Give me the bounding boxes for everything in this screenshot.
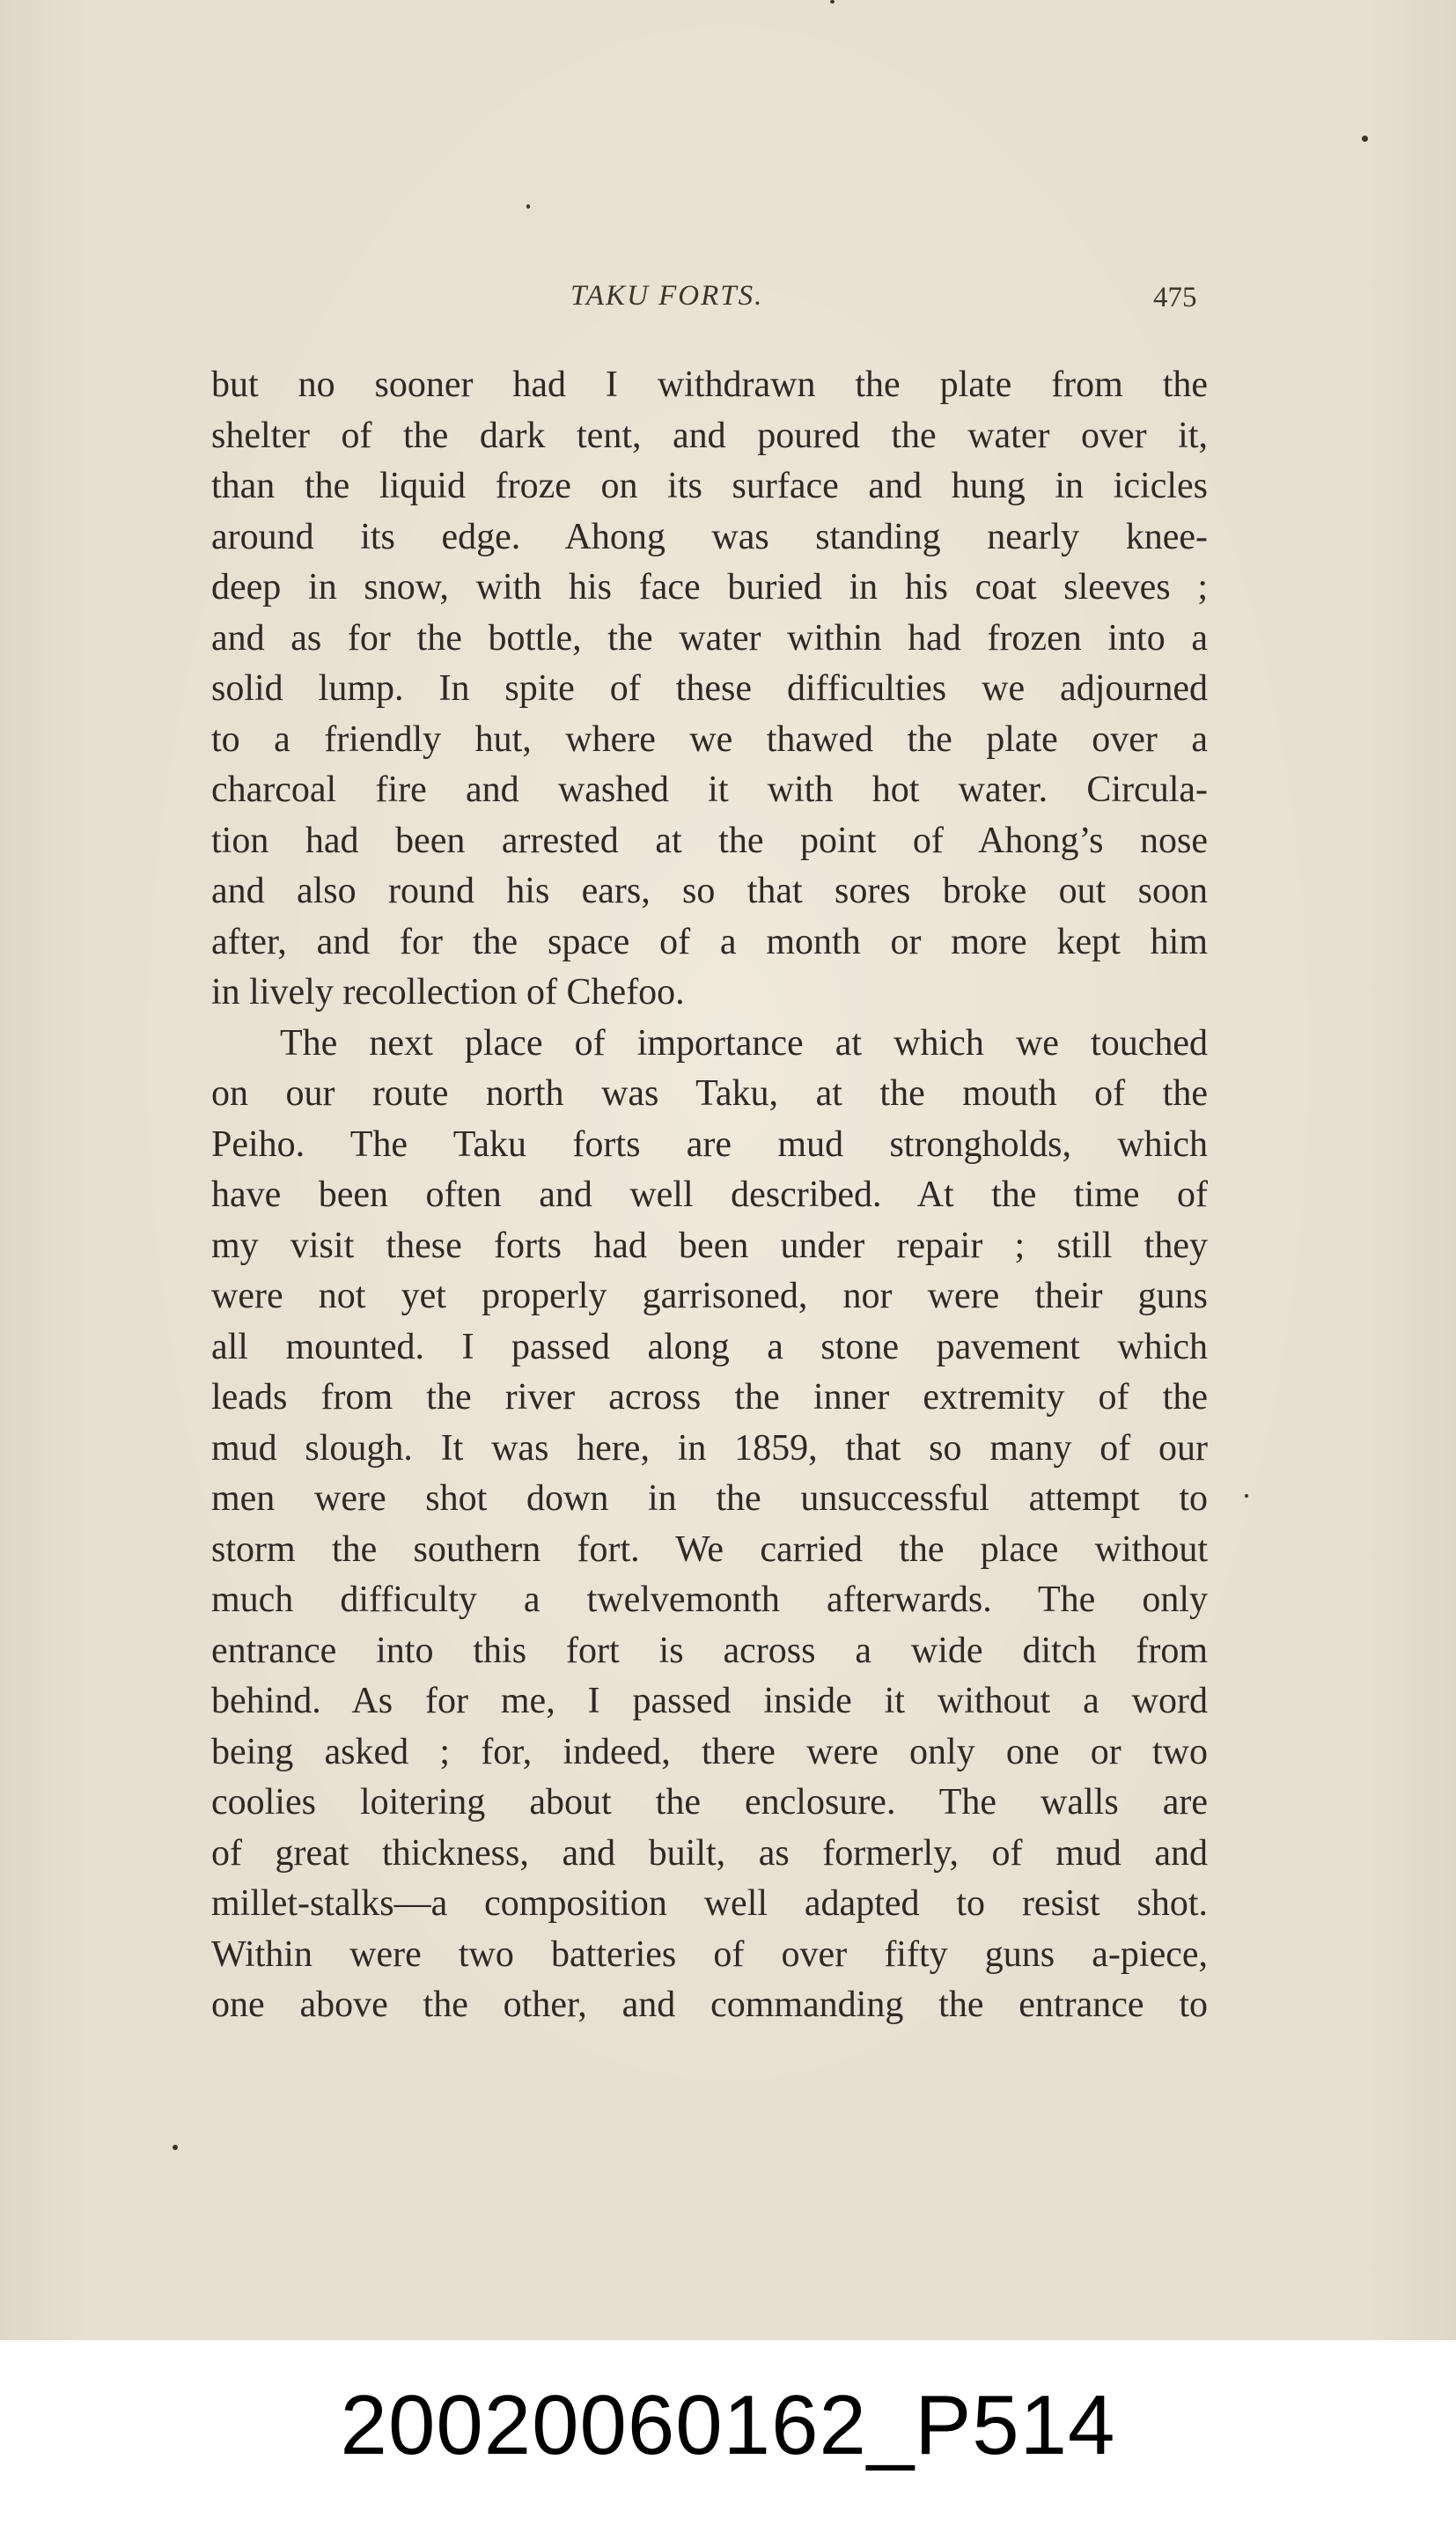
text-line: of great thickness, and built, as formerly, of mud and [211,1832,1208,1874]
page-number: 475 [1153,282,1197,313]
text-line: entrance into this fort is across a wide ditch from [211,1630,1208,1671]
text-line: behind. As for me, I passed inside it without a word [211,1681,1208,1721]
text-line: were not yet properly garrisoned, nor were their guns [211,1276,1208,1316]
paragraph-start-line: The next place of importance at which we touched [280,1022,1208,1064]
text-line: being asked ; for, indeed, there were only one or two [211,1731,1208,1772]
text-line: on our route north was Taku, at the mouth of the [211,1073,1208,1114]
paper-speck [1362,136,1368,142]
running-head [0,280,1456,324]
text-line: much difficulty a twelvemonth afterwards. The only [211,1580,1208,1620]
running-title: TAKU FORTS. [570,280,764,312]
text-line: after, and for the space of a month or more kept him [211,921,1208,962]
text-line: than the liquid froze on its surface and hung in icicles [211,466,1208,506]
text-line: mud slough. It was here, in 1859, that so many of our [211,1427,1208,1469]
text-line: storm the southern fort. We carried the place without [211,1528,1208,1570]
text-line: Peiho. The Taku forts are mud strongholds, which [211,1123,1208,1165]
text-line: charcoal fire and washed it with hot water. Circula- [211,770,1208,810]
text-line: all mounted. I passed along a stone pavement which [211,1326,1208,1367]
text-line: around its edge. Ahong was standing nearly knee- [211,516,1208,557]
paper-speck [1245,1494,1248,1498]
paper-speck [830,0,835,4]
text-line: tion had been arrested at the point of Ahong’s nose [211,820,1208,861]
text-line: but no sooner had I withdrawn the plate from the [211,365,1208,405]
text-line: and also round his ears, so that sores broke out soon [211,871,1208,911]
text-line: Within were two batteries of over fifty guns a-piece, [211,1933,1208,1975]
text-line: to a friendly hut, where we thawed the plate over a [211,718,1208,760]
text-line: one above the other, and commanding the entrance to [211,1985,1208,2025]
body-text [211,360,1208,2031]
paper-speck [526,204,530,209]
paper-speck [173,2145,178,2150]
text-line: coolies loitering about the enclosure. The walls are [211,1782,1208,1823]
paragraph-end-line: in lively recollection of Chefoo. [211,972,685,1013]
text-line: and as for the bottle, the water within had frozen into a [211,617,1208,659]
text-line: my visit these forts had been under repair ; still they [211,1225,1208,1266]
text-line: have been often and well described. At the time of [211,1175,1208,1215]
text-line: shelter of the dark tent, and poured the water over it, [211,415,1208,456]
text-line: millet-stalks—a composition well adapted to resist shot. [211,1883,1208,1924]
text-line: deep in snow, with his face buried in his coat sleeves ; [211,567,1208,608]
text-line: solid lump. In spite of these difficulties we adjourned [211,668,1208,709]
text-line: men were shot down in the unsuccessful attempt to [211,1478,1208,1519]
image-identifier-caption: 20020060162_P514 [340,2378,1116,2472]
text-line: leads from the river across the inner extremity of the [211,1377,1208,1418]
